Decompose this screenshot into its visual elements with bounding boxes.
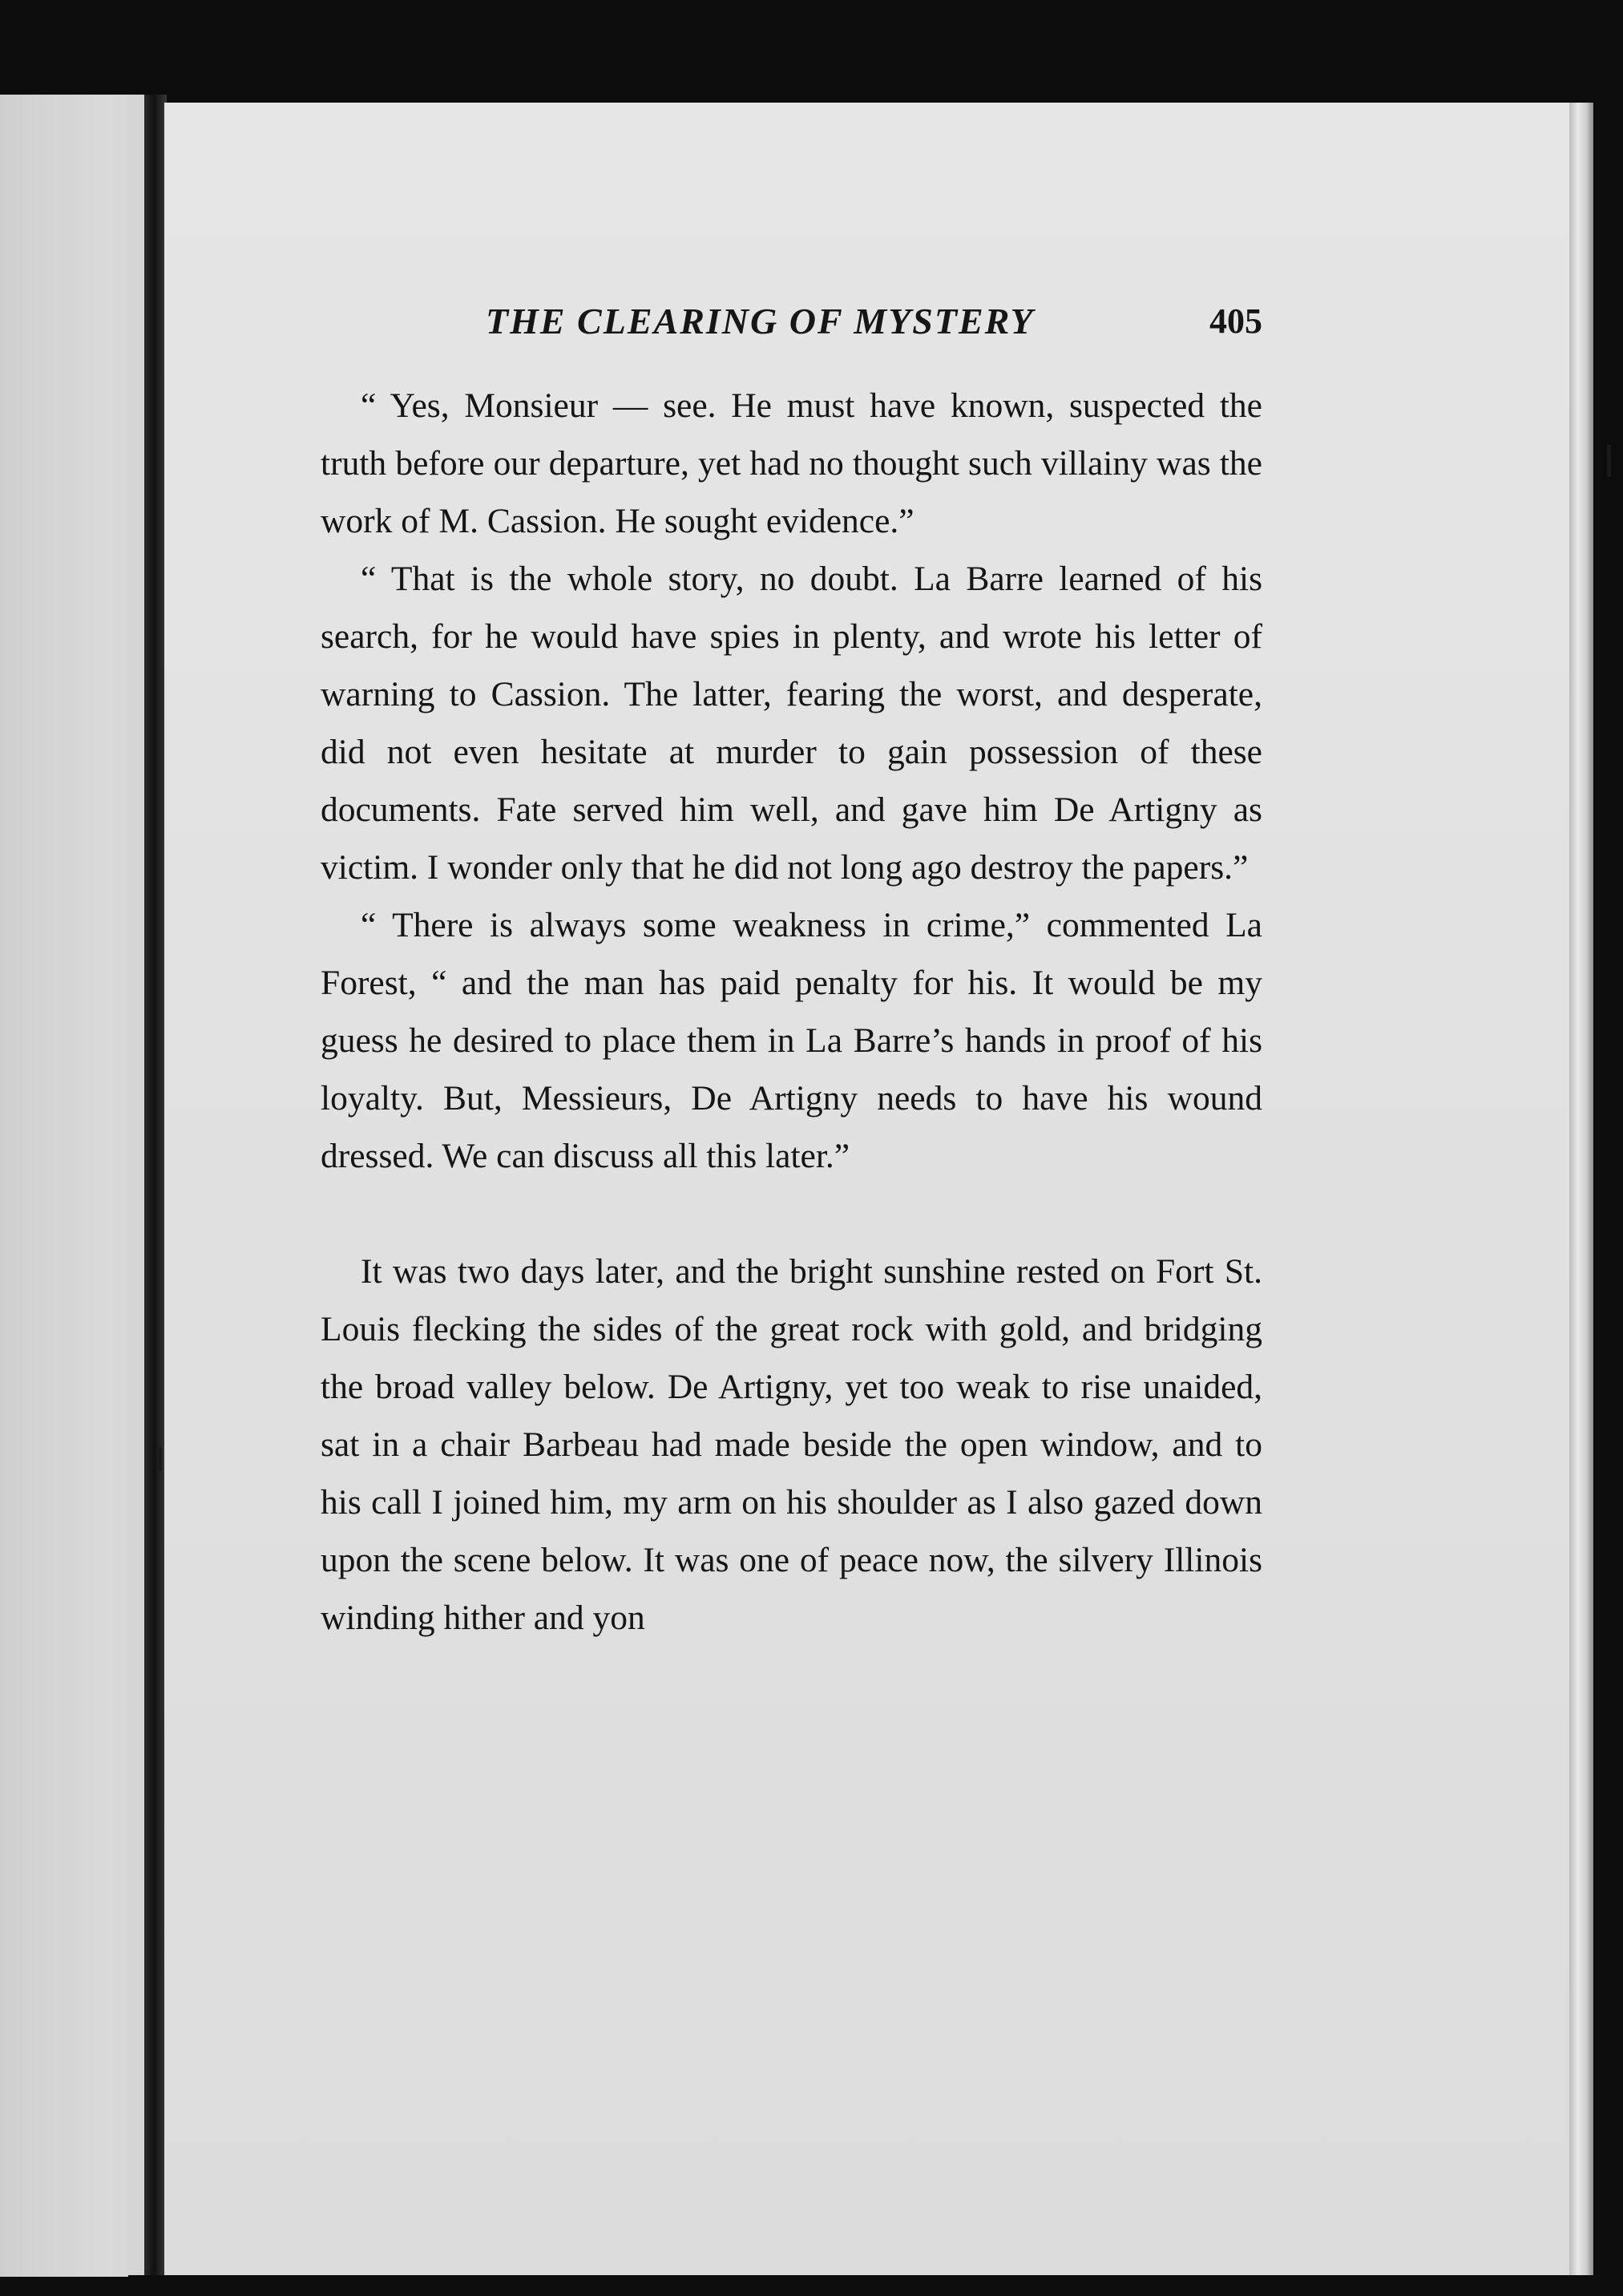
page-edge xyxy=(1569,103,1593,2277)
paragraph: “ Yes, Monsieur — see. He must have known, suspected the truth before our departure, yet had no thought such villainy was the work of M. Cassion. He sought evidence.” xyxy=(321,386,1262,540)
scan-bottom-border xyxy=(128,2275,1595,2296)
book-gutter xyxy=(144,95,167,2277)
page-number: 405 xyxy=(1209,301,1262,341)
paragraph: It was two days later, and the bright sunshine rested on Fort St. Louis flecking the sides of the great rock with gold, and bridging the broad valley below. De Artigny, yet too weak to rise unaided, sat in a chair Barbeau had made beside the open window, and to his call I joined him, my arm on his shoulder as I also gazed down upon the scene below. It was one of peace now, the silvery Illinois winding hither and yon xyxy=(321,1252,1262,1637)
paragraph: “ There is always some weakness in crime,” commented La Forest, “ and the man has paid penalty for his. It would be my guess he desired to place them in La Barre’s hands in proof of his loyalty. But, Messieurs, De Artigny needs to have his wound dressed. We can discuss all this later.” xyxy=(321,906,1262,1175)
running-header xyxy=(321,297,1262,353)
paragraph: “ That is the whole story, no doubt. La Barre learned of his search, for he would have spies in plenty, and wrote his letter of warning to Cassion. The latter, fearing the worst, and desperate, did not even hesitate at murder to gain possession of these documents. Fate served him well, and gave him De Artigny as victim. I wonder only that he did not long ago destroy the papers.” xyxy=(321,560,1262,887)
body-text xyxy=(321,377,1262,1647)
left-facing-page xyxy=(0,95,154,2277)
stray-mark xyxy=(159,1447,162,1471)
running-title: THE CLEARING OF MYSTERY xyxy=(486,301,1035,342)
stray-mark xyxy=(1607,445,1611,477)
